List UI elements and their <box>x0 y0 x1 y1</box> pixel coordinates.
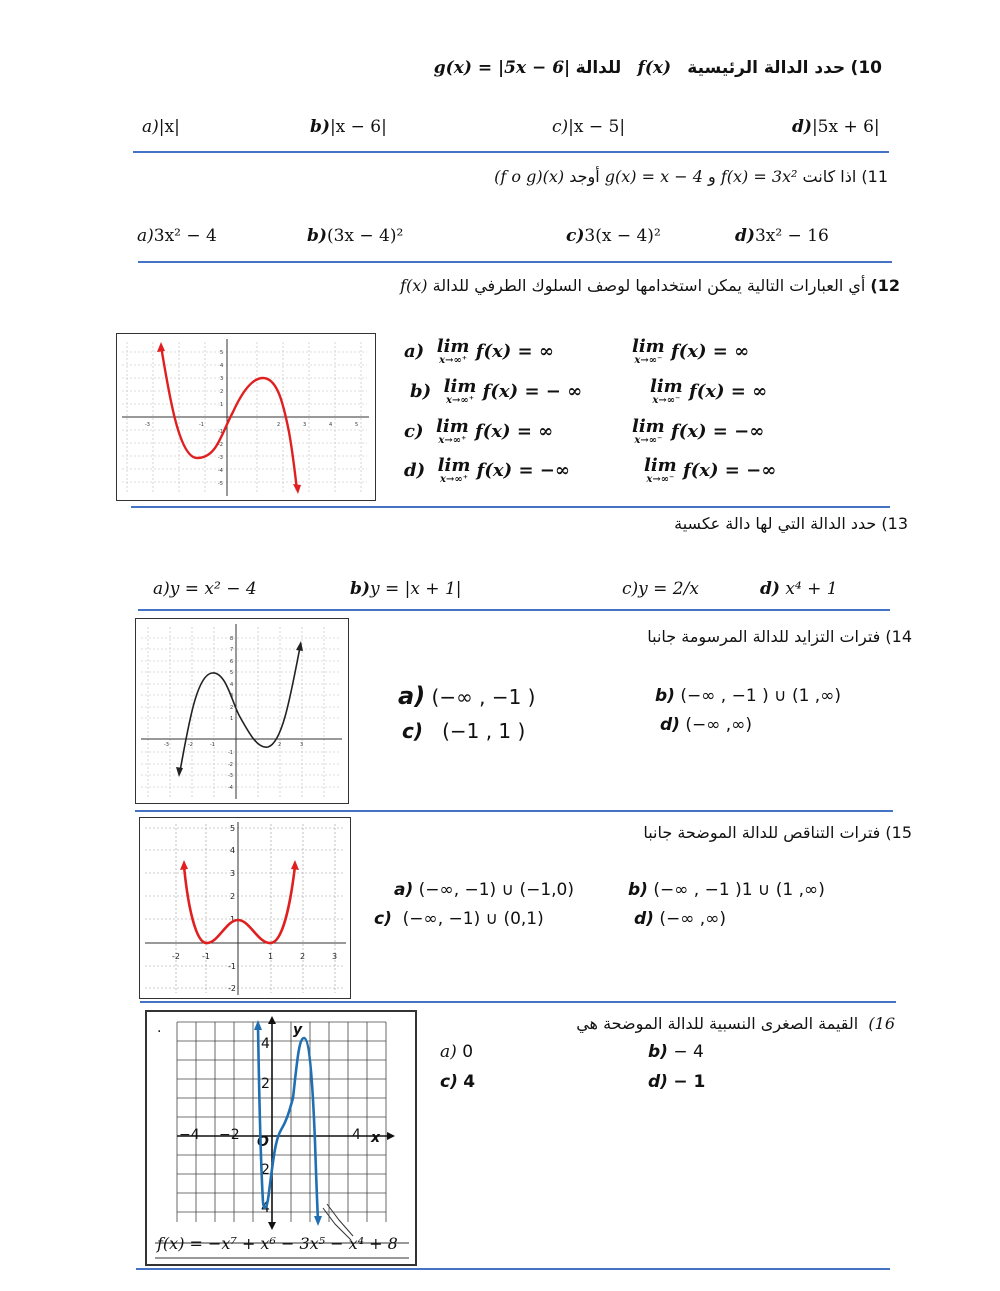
q11-option-b[interactable]: b)(3x − 4)² <box>307 226 404 246</box>
arrow-up-icon <box>296 641 303 651</box>
svg-text:3: 3 <box>300 742 304 748</box>
svg-text:y: y <box>293 1022 303 1038</box>
svg-text:-2: -2 <box>228 984 236 993</box>
svg-text:1: 1 <box>230 915 236 924</box>
arrow-up-icon <box>180 860 188 870</box>
q13-option-d[interactable]: d) x⁴ + 1 <box>760 579 838 599</box>
q10-prompt: 10) حدد الدالة الرئيسية f(x) للدالة g(x) = |5x − 6| <box>433 58 882 78</box>
svg-text:1: 1 <box>230 716 234 722</box>
svg-text:−4: −4 <box>179 1127 200 1143</box>
arrow-up-icon <box>254 1020 262 1030</box>
q13-option-a[interactable]: a)y = x² − 4 <box>153 579 257 599</box>
svg-text:-3: -3 <box>228 773 233 779</box>
arrow-right-icon <box>387 1132 395 1140</box>
q12-curve <box>161 346 297 490</box>
q10-option-b[interactable]: b)|x − 6| <box>310 117 387 137</box>
q15-prompt: 15) فترات التناقص للدالة الموضحة جانبا <box>643 823 912 842</box>
svg-text:-3: -3 <box>145 422 150 428</box>
arrow-up-icon <box>291 860 299 870</box>
q15-option-d[interactable]: d) (−∞ ,∞) <box>634 909 726 929</box>
divider <box>136 1268 890 1270</box>
svg-text:3: 3 <box>220 376 224 382</box>
q15-curve <box>184 866 295 943</box>
q16-option-d[interactable]: d) − 1 <box>648 1072 706 1092</box>
arrow-down-icon <box>314 1216 322 1226</box>
q12-prompt: 12) أي العبارات التالية يمكن استخدامها لوصف السلوك الطرفي للدالة f(x) <box>400 276 900 295</box>
svg-text:x: x <box>371 1130 381 1146</box>
svg-text:3: 3 <box>303 422 307 428</box>
svg-text:2: 2 <box>277 422 281 428</box>
q10-option-a[interactable]: a)|x| <box>142 117 180 137</box>
svg-text:1: 1 <box>220 402 224 408</box>
q12-graph-svg <box>117 334 375 500</box>
svg-text:-2: -2 <box>218 442 223 448</box>
q14-graph <box>135 618 349 804</box>
svg-text:-1: -1 <box>202 952 210 961</box>
q16-prompt: 16) القيمة الصغرى النسبية للدالة الموضحة هي <box>576 1014 895 1033</box>
svg-text:-5: -5 <box>218 481 223 487</box>
q15-option-c[interactable]: c) (−∞, −1) ∪ (0,1) <box>374 909 544 929</box>
svg-text:8: 8 <box>230 636 234 642</box>
q10-option-c[interactable]: c)|x − 5| <box>552 117 626 137</box>
divider <box>133 151 889 153</box>
q11-option-c[interactable]: c)3(x − 4)² <box>566 226 661 246</box>
svg-text:O: O <box>257 1134 269 1150</box>
svg-text:-1: -1 <box>199 422 204 428</box>
svg-text:-3: -3 <box>218 455 223 461</box>
q16-curve <box>258 1026 318 1220</box>
q16-graph-svg <box>147 1012 415 1264</box>
q10-option-d[interactable]: d)|5x + 6| <box>792 117 880 137</box>
svg-text:4: 4 <box>230 846 236 855</box>
svg-text:-1: -1 <box>210 742 215 748</box>
q14-prompt: 14) فترات التزايد للدالة المرسومة جانبا <box>647 627 912 646</box>
svg-text:2: 2 <box>230 892 236 901</box>
q13-prompt: 13) حدد الدالة التي لها دالة عكسية <box>674 514 908 533</box>
svg-text:2: 2 <box>261 1076 270 1092</box>
svg-text:2: 2 <box>261 1162 270 1178</box>
svg-text:3: 3 <box>230 693 234 699</box>
q11-option-a[interactable]: a)3x² − 4 <box>137 226 217 246</box>
q16-option-c[interactable]: c) 4 <box>440 1072 476 1092</box>
svg-text:.: . <box>157 1020 162 1036</box>
svg-text:2: 2 <box>278 742 282 748</box>
q12-option-a[interactable]: a) lim x→∞⁺ f(x) = ∞ <box>404 336 554 366</box>
arrow-down-icon <box>293 484 301 494</box>
divider <box>138 261 892 263</box>
svg-text:-1: -1 <box>228 962 236 971</box>
svg-text:4: 4 <box>261 1036 270 1052</box>
q16-graph <box>145 1010 417 1266</box>
q16-option-a[interactable]: a) 0 <box>440 1042 474 1062</box>
svg-text:-2: -2 <box>228 762 233 768</box>
q14-option-b[interactable]: b) (−∞ , −1 ) ∪ (1 ,∞) <box>655 686 842 706</box>
svg-text:-3: -3 <box>164 742 169 748</box>
q14-graph-svg <box>136 619 348 803</box>
svg-text:3: 3 <box>230 869 236 878</box>
arrow-up-icon <box>157 342 165 352</box>
divider <box>131 506 890 508</box>
q15-option-b[interactable]: b) (−∞ , −1 )1 ∪ (1 ,∞) <box>628 880 825 900</box>
q14-option-a[interactable]: a) (−∞ , −1 ) <box>398 682 536 710</box>
svg-text:3: 3 <box>332 952 338 961</box>
divider <box>135 810 893 812</box>
arrow-down-icon <box>176 767 183 777</box>
svg-text:-1: -1 <box>218 429 223 435</box>
q10-number: 10) <box>850 58 882 78</box>
svg-text:1: 1 <box>268 952 274 961</box>
q14-option-c[interactable]: c) (−1 , 1 ) <box>402 719 526 743</box>
svg-text:5: 5 <box>230 670 234 676</box>
q12-option-a-right: lim x→∞⁻ f(x) = ∞ <box>632 336 750 366</box>
svg-text:2: 2 <box>230 705 234 711</box>
q15-graph <box>139 817 351 999</box>
svg-text:7: 7 <box>230 647 234 653</box>
svg-text:4: 4 <box>352 1127 361 1143</box>
q12-option-d-right: lim x→∞⁻ f(x) = −∞ <box>644 455 777 485</box>
arrow-down-icon <box>268 1222 276 1230</box>
q12-graph <box>116 333 376 501</box>
svg-text:5: 5 <box>220 350 224 356</box>
arrow-up-icon <box>268 1016 276 1024</box>
svg-text:4: 4 <box>329 422 333 428</box>
svg-text:4: 4 <box>230 682 234 688</box>
q13-option-b[interactable]: b)y = |x + 1| <box>350 579 462 599</box>
q11-option-d[interactable]: d)3x² − 16 <box>735 226 829 246</box>
q14-option-d[interactable]: d) (−∞ ,∞) <box>660 715 752 735</box>
svg-text:-2: -2 <box>188 742 193 748</box>
q12-option-c-right: lim x→∞⁻ f(x) = −∞ <box>632 416 765 446</box>
svg-text:-4: -4 <box>218 468 223 474</box>
q11-prompt: 11) اذا كانت f(x) = 3x² و g(x) = x − 4 أوجد (f o g)(x) <box>494 167 888 186</box>
svg-text:2: 2 <box>300 952 306 961</box>
q16-formula: f(x) = −x⁷ + x⁶ − 3x⁵ − x⁴ + 8 <box>157 1234 398 1253</box>
svg-text:4: 4 <box>261 1200 270 1216</box>
q16-option-b[interactable]: b) − 4 <box>648 1042 704 1062</box>
q15-option-a[interactable]: a) (−∞, −1) ∪ (−1,0) <box>394 880 574 900</box>
q12-option-d[interactable]: d) lim x→∞⁺ f(x) = −∞ <box>404 455 570 485</box>
q14-curve <box>180 647 300 771</box>
divider <box>140 1001 896 1003</box>
svg-text:5: 5 <box>230 824 236 833</box>
divider <box>138 609 890 611</box>
q12-option-c[interactable]: c) lim x→∞⁺ f(x) = ∞ <box>404 416 554 446</box>
q15-graph-svg <box>140 818 350 998</box>
q13-option-c[interactable]: c)y = 2/x <box>622 579 699 599</box>
svg-text:2: 2 <box>220 389 224 395</box>
svg-text:5: 5 <box>355 422 359 428</box>
svg-text:-1: -1 <box>228 750 233 756</box>
svg-text:4: 4 <box>220 363 224 369</box>
svg-text:6: 6 <box>230 659 234 665</box>
q12-option-b[interactable]: b) lim x→∞⁺ f(x) = − ∞ <box>410 376 583 406</box>
q12-option-b-right: lim x→∞⁻ f(x) = ∞ <box>650 376 768 406</box>
svg-text:-4: -4 <box>228 785 233 791</box>
svg-text:-2: -2 <box>172 952 180 961</box>
svg-text:−2: −2 <box>219 1127 240 1143</box>
